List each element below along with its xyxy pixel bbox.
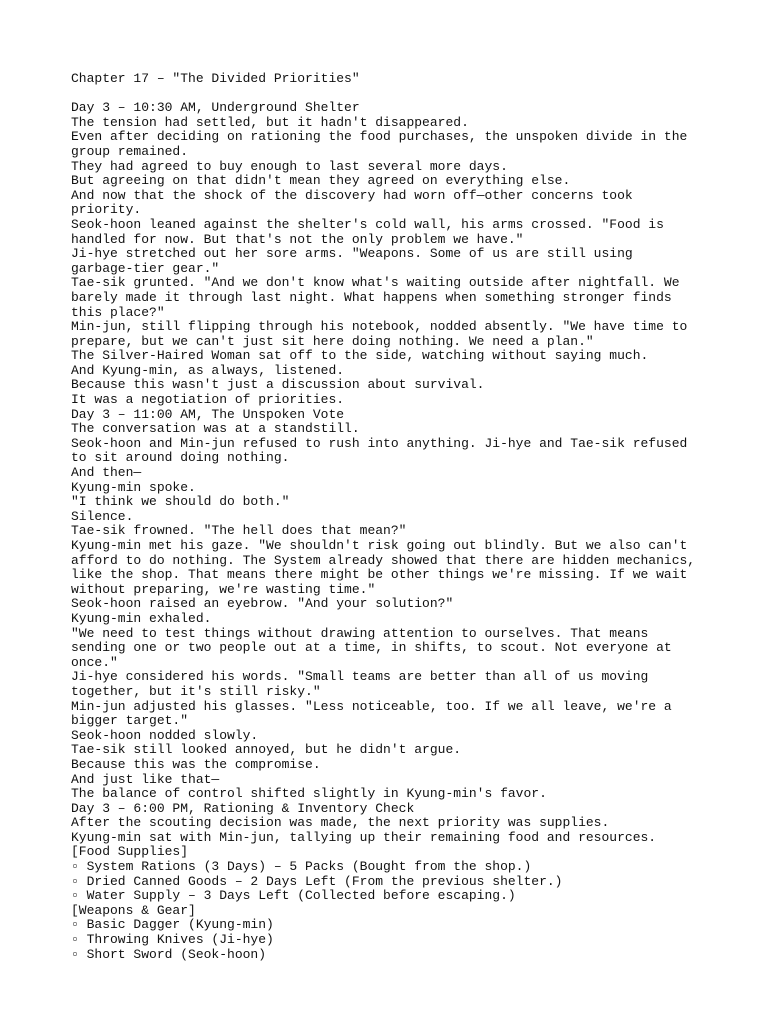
text-line: Kyung-min met his gaze. "We shouldn't risk going out blindly. But we also can't afford to do nothing. The System already showed that there are hidden mechanics, like the shop. That means there might be other things we're missing. If we wait without preparing, we're wasting time." bbox=[71, 538, 703, 597]
text-line: Min-jun adjusted his glasses. "Less noticeable, too. If we all leave, we're a bigger target." bbox=[71, 698, 680, 729]
text-line: ▫ Water Supply – 3 Days Left (Collected before escaping.) bbox=[71, 888, 516, 904]
text-line: ▫ Throwing Knives (Ji-hye) bbox=[71, 932, 274, 948]
text-line: ▫ Short Sword (Seok-hoon) bbox=[71, 946, 267, 962]
text-line: Because this wasn't just a discussion about survival. bbox=[71, 377, 485, 393]
chapter-title: Chapter 17 – "The Divided Priorities" bbox=[71, 71, 360, 86]
text-line: Tae-sik frowned. "The hell does that mean?" bbox=[71, 523, 407, 539]
text-line: They had agreed to buy enough to last several more days. bbox=[71, 158, 508, 174]
text-line: After the scouting decision was made, the next priority was supplies. bbox=[71, 815, 610, 831]
text-line: Silence. bbox=[71, 508, 134, 524]
text-line: And Kyung-min, as always, listened. bbox=[71, 362, 345, 378]
text-line: Seok-hoon nodded slowly. bbox=[71, 727, 259, 743]
text-line: [Food Supplies] bbox=[71, 844, 189, 860]
text-line: Tae-sik still looked annoyed, but he didn't argue. bbox=[71, 742, 462, 758]
text-line: The balance of control shifted slightly in Kyung-min's favor. bbox=[71, 786, 547, 802]
text-line: Kyung-min exhaled. bbox=[71, 610, 212, 626]
text-line: Even after deciding on rationing the food purchases, the unspoken divide in the group remained. bbox=[71, 129, 696, 159]
text-line: Because this was the compromise. bbox=[71, 756, 321, 772]
text-line: The conversation was at a standstill. bbox=[71, 421, 360, 437]
text-line: [Weapons & Gear] bbox=[71, 902, 196, 918]
text-line: The tension had settled, but it hadn't disappeared. bbox=[71, 114, 469, 130]
text-line: Seok-hoon raised an eyebrow. "And your solution?" bbox=[71, 596, 454, 612]
text-line: Seok-hoon leaned against the shelter's cold wall, his arms crossed. "Food is handled for now. But that's not the only problem we have." bbox=[71, 216, 672, 247]
document-body bbox=[71, 101, 701, 962]
text-line: ▫ Dried Canned Goods – 2 Days Left (From the previous shelter.) bbox=[71, 873, 563, 889]
text-line: Seok-hoon and Min-jun refused to rush into anything. Ji-hye and Tae-sik refused to sit around doing nothing. bbox=[71, 435, 696, 466]
text-line: But agreeing on that didn't mean they agreed on everything else. bbox=[71, 173, 571, 189]
text-line: Ji-hye stretched out her sore arms. "Weapons. Some of us are still using garbage-tier gear." bbox=[71, 246, 641, 276]
text-line: Min-jun, still flipping through his notebook, nodded absently. "We have time to prepare, but we can't just sit here doing nothing. We need a plan." bbox=[71, 319, 696, 349]
text-line: "I think we should do both." bbox=[71, 494, 290, 510]
text-line: Kyung-min spoke. bbox=[71, 479, 196, 495]
text-line: Day 3 – 6:00 PM, Rationing & Inventory Check bbox=[71, 800, 415, 816]
text-line: The Silver-Haired Woman sat off to the side, watching without saying much. bbox=[71, 348, 649, 364]
text-line: ▫ Basic Dagger (Kyung-min) bbox=[71, 917, 274, 933]
text-line: Ji-hye considered his words. "Small teams are better than all of us moving together, but it's still risky." bbox=[71, 669, 657, 699]
text-line: ▫ System Rations (3 Days) – 5 Packs (Bought from the shop.) bbox=[71, 859, 532, 875]
text-line: It was a negotiation of priorities. bbox=[71, 392, 345, 408]
text-line: And just like that— bbox=[71, 771, 220, 787]
text-line: Kyung-min sat with Min-jun, tallying up their remaining food and resources. bbox=[71, 829, 657, 845]
text-line: Day 3 – 10:30 AM, Underground Shelter bbox=[71, 100, 360, 116]
text-line: Tae-sik grunted. "And we don't know what's waiting outside after nightfall. We barely made it through last night. What happens when something stronger finds this place?" bbox=[71, 275, 688, 320]
document-page bbox=[71, 72, 701, 962]
text-line: And now that the shock of the discovery had worn off—other concerns took priority. bbox=[71, 187, 641, 218]
text-line: "We need to test things without drawing attention to ourselves. That means sending one or two people out at a time, in shifts, to scout. Not everyone at once." bbox=[71, 625, 680, 670]
text-line: Day 3 – 11:00 AM, The Unspoken Vote bbox=[71, 406, 345, 422]
text-line: And then— bbox=[71, 465, 142, 481]
